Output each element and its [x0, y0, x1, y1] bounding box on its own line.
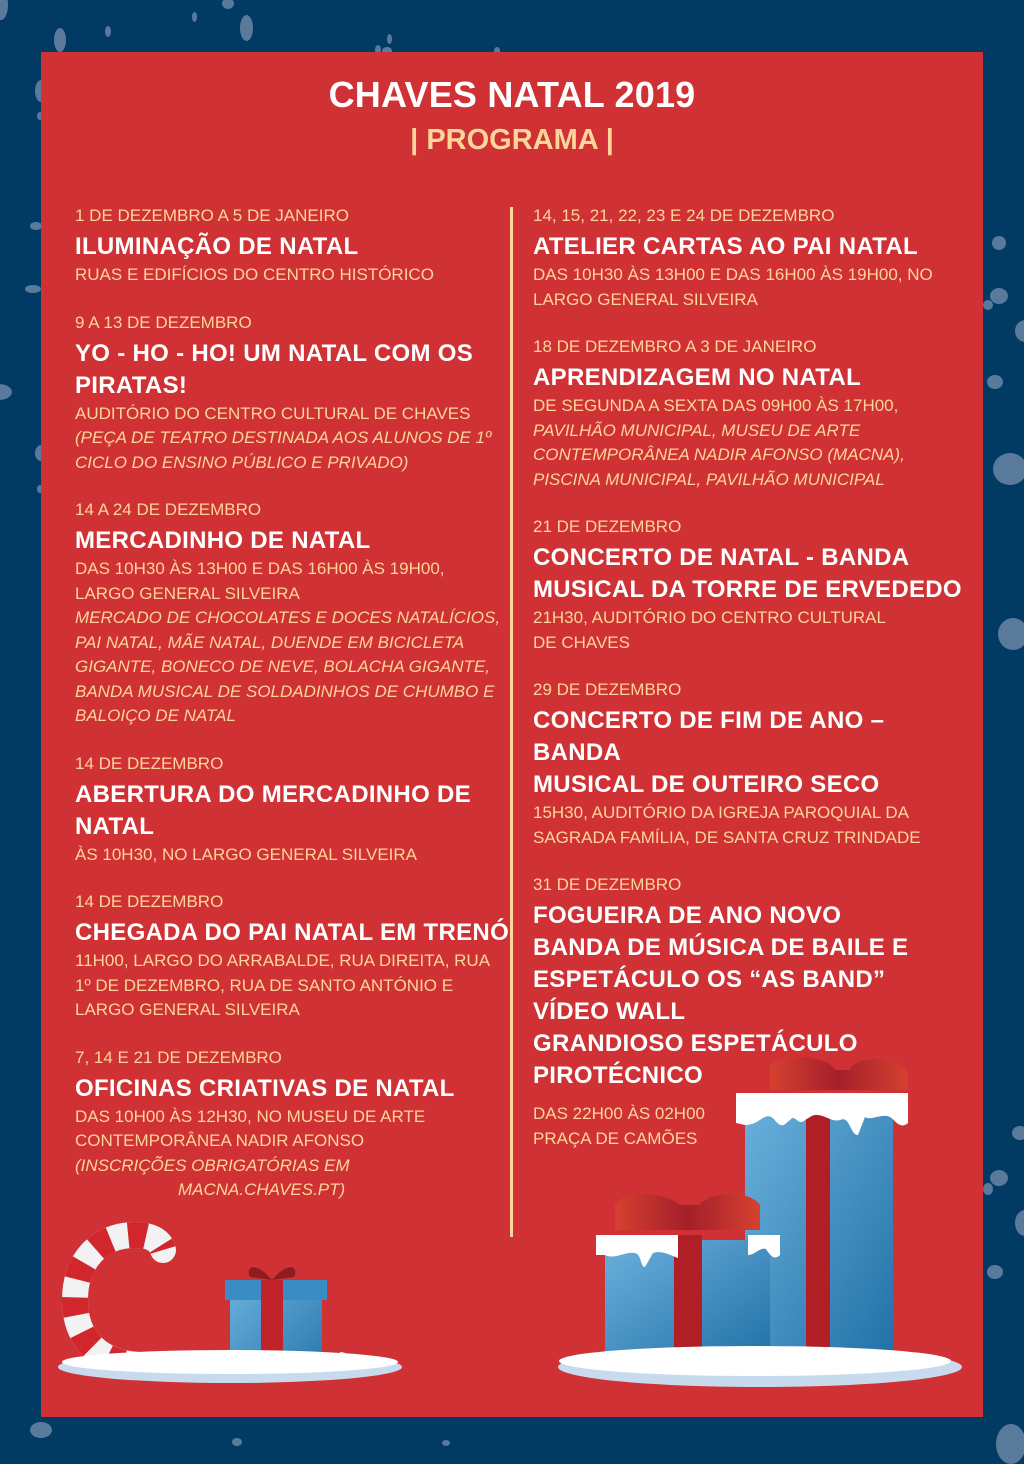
event-note: BALOIÇO DE NATAL — [75, 706, 236, 725]
event-note: PISCINA MUNICIPAL, PAVILHÃO MUNICIPAL — [533, 469, 885, 489]
event-note: PAI NATAL, MÃE NATAL, DUENDE EM BICICLETA — [75, 632, 465, 652]
snow-dot — [990, 288, 1008, 304]
event-info: DE SEGUNDA A SEXTA DAS 09H00 ÀS 17H00, — [533, 396, 899, 415]
event-name: GRANDIOSO ESPETÁCULO — [533, 1030, 858, 1057]
event-name: VÍDEO WALL — [533, 998, 686, 1025]
event-info: LARGO GENERAL SILVEIRA — [533, 289, 758, 309]
snow-dot — [1015, 1210, 1024, 1236]
event-date: 14, 15, 21, 22, 23 E 24 DE DEZEMBRO — [533, 206, 835, 225]
event-info: DE CHAVES — [533, 632, 630, 652]
snow-dot — [987, 375, 1003, 389]
event-name: CONCERTO DE NATAL - BANDA — [533, 544, 910, 571]
event-info: LARGO GENERAL SILVEIRA — [75, 1000, 300, 1019]
event-info: 21H30, AUDITÓRIO DO CENTRO CULTURAL — [533, 608, 886, 627]
event-info: CONTEMPORÂNEA NADIR AFONSO — [75, 1131, 365, 1150]
event-info: DAS 10H00 ÀS 12H30, NO MUSEU DE ARTE — [75, 1106, 426, 1126]
snow-dot — [992, 236, 1006, 250]
event-name: PIROTÉCNICO — [533, 1062, 703, 1089]
event-name: OFICINAS CRIATIVAS DE NATAL — [75, 1074, 455, 1102]
event-date: 14 DE DEZEMBRO — [75, 753, 224, 773]
event-note: CONTEMPORÂNEA NADIR AFONSO (MACNA), — [533, 445, 905, 464]
event-note: MERCADO DE CHOCOLATES E DOCES NATALÍCIOS, — [75, 608, 501, 627]
snow-dot — [222, 0, 234, 9]
snow-dot — [1012, 1126, 1024, 1140]
snow-dot — [442, 1440, 450, 1446]
snow-dot — [240, 15, 253, 41]
event-date: 14 DE DEZEMBRO — [75, 892, 224, 911]
snow-dot — [0, 384, 12, 400]
event-name: MERCADINHO DE NATAL — [75, 527, 371, 554]
snow-dot — [990, 1170, 1008, 1186]
event-name: FOGUEIRA DE ANO NOVO — [533, 902, 842, 929]
event-name: ILUMINAÇÃO DE NATAL — [75, 233, 359, 260]
event-date: 21 DE DEZEMBRO — [533, 517, 682, 536]
event-info: RUAS E EDIFÍCIOS DO CENTRO HISTÓRICO — [75, 265, 434, 284]
event-name: ESPETÁCULO OS “AS BAND” — [533, 966, 886, 993]
event-info: PRAÇA DE CAMÕES — [533, 1128, 698, 1148]
event-info: LARGO GENERAL SILVEIRA — [75, 583, 300, 603]
event-info: DAS 10H30 ÀS 13H00 E DAS 16H00 ÀS 19H00, — [75, 559, 445, 578]
event-info: 1º DE DEZEMBRO, RUA DE SANTO ANTÓNIO E — [75, 975, 454, 995]
event-info: SAGRADA FAMÍLIA, DE SANTA CRUZ TRINDADE — [533, 827, 921, 847]
event-date: 9 A 13 DE DEZEMBRO — [75, 312, 252, 332]
snow-dot — [0, 0, 8, 20]
left-column — [75, 205, 515, 1227]
snow-dot — [25, 285, 41, 293]
snow-dot — [983, 1183, 993, 1195]
event-name: CHEGADA DO PAI NATAL EM TRENÓ — [75, 919, 510, 946]
event-piratas — [75, 312, 515, 476]
snow-dot — [983, 300, 993, 310]
event-info: ÀS 10H30, NO LARGO GENERAL SILVEIRA — [75, 844, 418, 864]
event-note: GIGANTE, BONECO DE NEVE, BOLACHA GIGANTE, — [75, 657, 491, 676]
event-aprendizagem — [533, 336, 973, 492]
event-name: NATAL — [75, 812, 155, 840]
event-info: DAS 10H30 ÀS 13H00 E DAS 16H00 ÀS 19H00, NO — [533, 265, 933, 284]
event-name: MUSICAL DE OUTEIRO SECO — [533, 771, 880, 798]
event-mercadinho — [75, 499, 515, 729]
event-info: AUDITÓRIO DO CENTRO CULTURAL DE CHAVES — [75, 403, 471, 423]
event-note: PAVILHÃO MUNICIPAL, MUSEU DE ARTE — [533, 420, 861, 440]
snow-dot — [993, 453, 1024, 485]
event-chegada-pai-natal — [75, 891, 515, 1023]
event-info: DAS 22H00 ÀS 02H00 — [533, 1104, 705, 1123]
event-name: MUSICAL DA TORRE DE ERVEDEDO — [533, 576, 962, 603]
event-note: BANDA MUSICAL DE SOLDADINHOS DE CHUMBO E — [75, 681, 495, 701]
snow-dot — [30, 1422, 52, 1438]
event-concerto-fim-ano — [533, 679, 973, 850]
snow-dot — [387, 34, 392, 44]
snow-pile-icon — [558, 1346, 962, 1387]
event-abertura-mercadinho — [75, 753, 515, 868]
event-name: CONCERTO DE FIM DE ANO – BANDA — [533, 707, 885, 766]
event-date: 31 DE DEZEMBRO — [533, 875, 682, 894]
event-date: 29 DE DEZEMBRO — [533, 680, 682, 699]
event-atelier-cartas — [533, 205, 973, 312]
snow-dot — [1015, 320, 1024, 342]
event-name: BANDA DE MÚSICA DE BAILE E — [533, 934, 909, 961]
event-note: (PEÇA DE TEATRO DESTINADA AOS ALUNOS DE 1º — [75, 428, 492, 447]
snow-dot — [192, 12, 197, 22]
event-iluminacao — [75, 205, 515, 288]
snow-dot — [996, 1424, 1024, 1464]
small-gift-icon — [596, 1194, 780, 1355]
snow-dot — [998, 618, 1024, 650]
snow-dot — [105, 26, 111, 37]
page-subtitle: | PROGRAMA | — [410, 124, 614, 156]
snow-dot — [987, 1265, 1003, 1279]
event-date: 18 DE DEZEMBRO A 3 DE JANEIRO — [533, 337, 817, 356]
event-concerto-natal — [533, 516, 973, 655]
event-name: ATELIER CARTAS AO PAI NATAL — [533, 233, 918, 260]
event-name: YO - HO - HO! UM NATAL COM OS — [75, 339, 474, 367]
snow-pile-icon — [58, 1350, 402, 1383]
event-name: APRENDIZAGEM NO NATAL — [533, 364, 862, 391]
event-info: 15H30, AUDITÓRIO DA IGREJA PAROQUIAL DA — [533, 803, 910, 822]
event-info: 11H00, LARGO DO ARRABALDE, RUA DIREITA, RUA — [75, 951, 491, 970]
event-date: 7, 14 E 21 DE DEZEMBRO — [75, 1047, 282, 1067]
snow-dot — [232, 1438, 242, 1446]
event-date: 14 A 24 DE DEZEMBRO — [75, 500, 262, 519]
event-note: CICLO DO ENSINO PÚBLICO E PRIVADO) — [75, 452, 409, 472]
right-column — [533, 205, 973, 1175]
event-name: PIRATAS! — [75, 371, 188, 399]
page-title: CHAVES NATAL 2019 — [328, 74, 696, 115]
gift-boxes-illustration — [550, 1055, 970, 1395]
event-name: ABERTURA DO MERCADINHO DE — [75, 780, 471, 808]
event-oficinas — [75, 1047, 515, 1203]
snow-dot — [54, 28, 66, 52]
event-note-link: MACNA.CHAVES.PT) — [178, 1180, 346, 1199]
candy-cane-gift-illustration — [55, 1215, 415, 1385]
event-note: (INSCRIÇÕES OBRIGATÓRIAS EM — [75, 1155, 350, 1175]
event-date: 1 DE DEZEMBRO A 5 DE JANEIRO — [75, 206, 349, 225]
